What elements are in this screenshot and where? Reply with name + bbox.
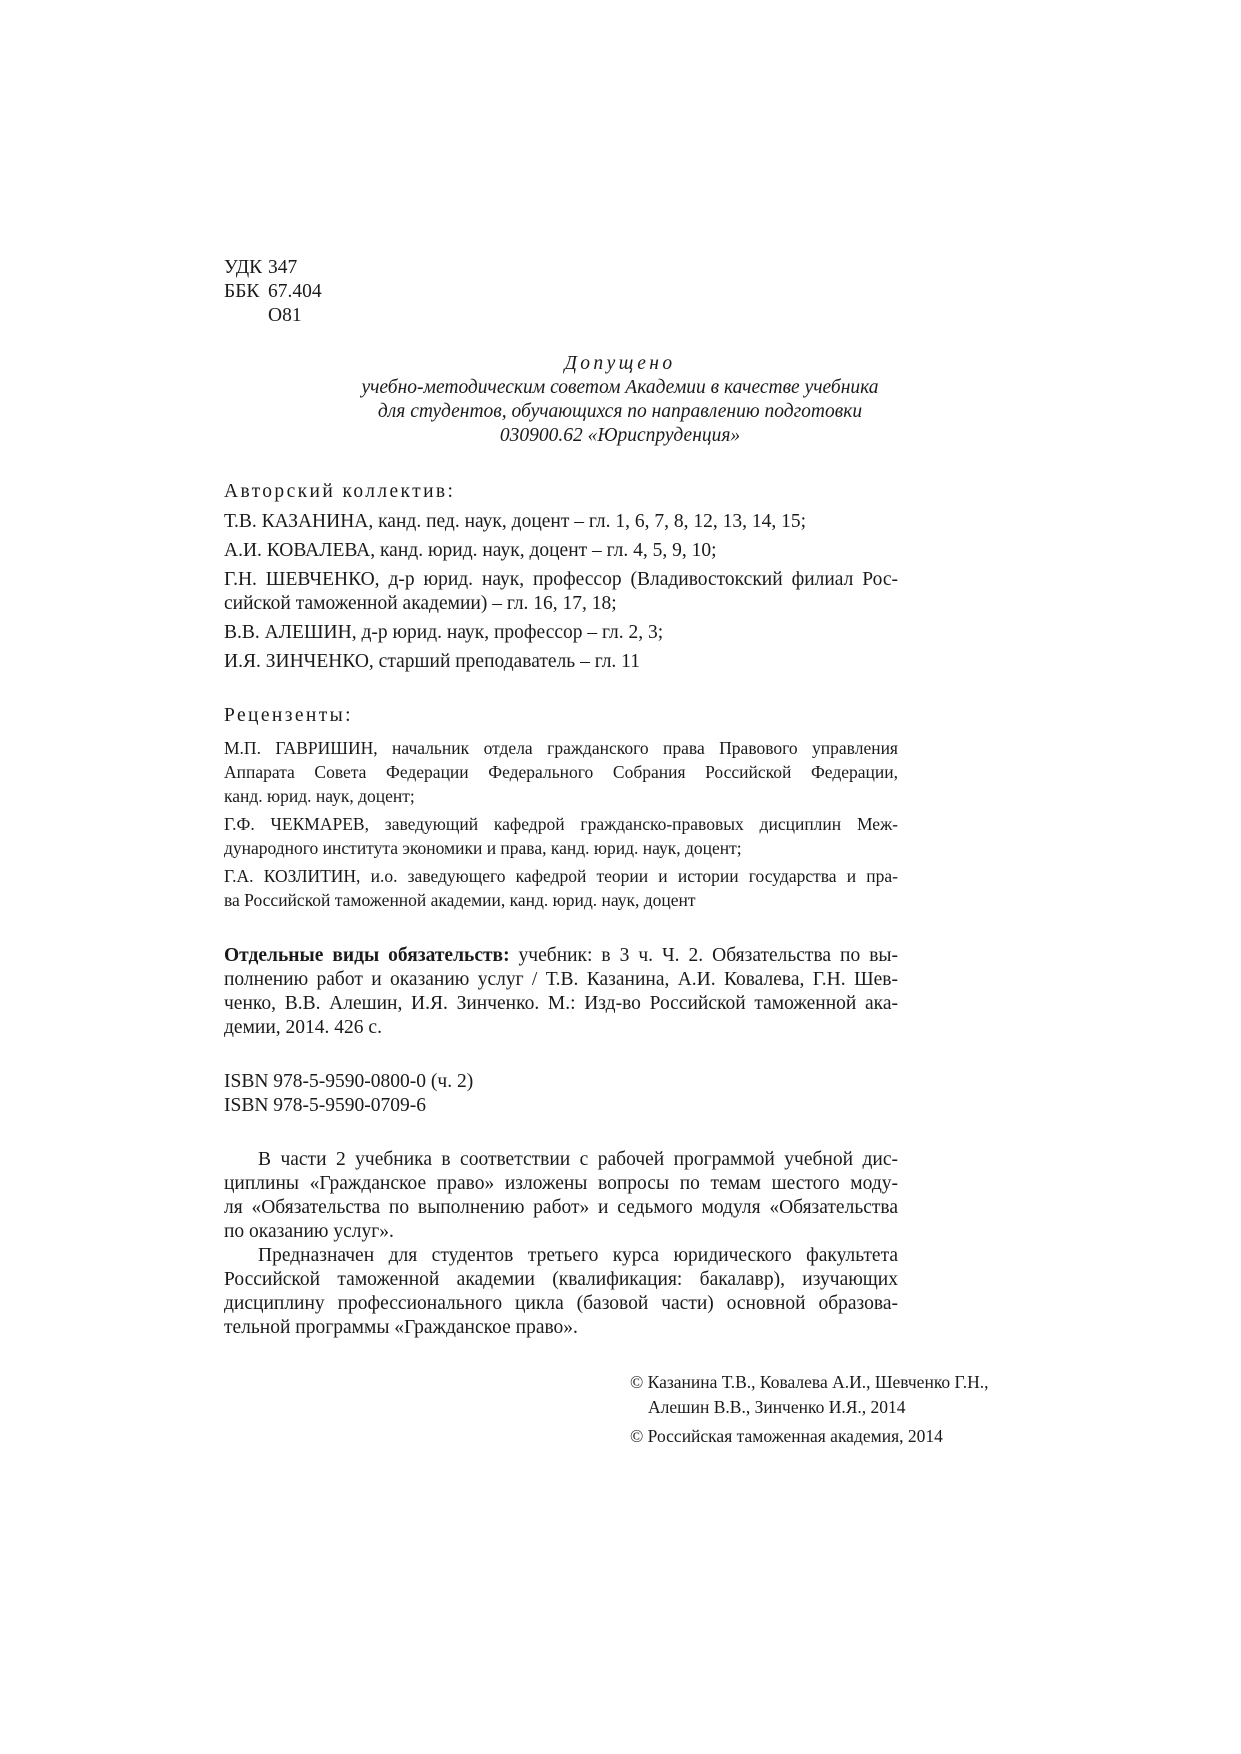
bibliography-line: полнению работ и оказанию услуг / Т.В. Казанина, А.И. Ковалева, Г.Н. Шев- [224, 969, 898, 990]
author-line: сийской таможенной академии) – гл. 16, 17, 18; [224, 593, 617, 614]
reviewers-heading: Рецензенты: [224, 705, 354, 726]
author-line: И.Я. ЗИНЧЕНКО, старший преподаватель – гл. 11 [224, 651, 640, 672]
annotation-line: дисциплину профессионального цикла (базовой части) основной образова- [224, 1293, 898, 1314]
reviewer-line: дународного института экономики и права, канд. юрид. наук, доцент; [224, 838, 742, 858]
bbk-row [224, 280, 322, 304]
author-line: Г.Н. ШЕВЧЕНКО, д-р юрид. наук, профессор (Владивостокский филиал Рос- [224, 569, 898, 590]
bibliography-line: ченко, В.В. Алешин, И.Я. Зинченко. М.: Изд-во Российской таможенной ака- [224, 993, 898, 1014]
approval-line: учебно-методическим советом Академии в качестве учебника [361, 377, 879, 398]
bibliography-line [224, 944, 898, 968]
annotation-line: ля «Обязательства по выполнению работ» и седьмого модуля «Обязательства [224, 1197, 898, 1218]
isbn-line: ISBN 978-5-9590-0800-0 (ч. 2) [224, 1071, 474, 1092]
bbk-label: ББК [224, 281, 260, 302]
isbn-line: ISBN 978-5-9590-0709-6 [224, 1095, 427, 1116]
annotation-line: В части 2 учебника в соответствии с рабочей программой учебной дис- [258, 1149, 898, 1170]
bbk-value: 67.404 [268, 281, 322, 302]
reviewer-line: Аппарата Совета Федерации Федерального Собрания Российской Федерации, [224, 762, 898, 782]
reviewer-line: ва Российской таможенной академии, канд. юрид. наук, доцент [224, 890, 696, 910]
annotation-line: Российской таможенной академии (квалификация: бакалавр), изучающих [224, 1269, 898, 1290]
author-line: Т.В. КАЗАНИНА, канд. пед. наук, доцент – гл. 1, 6, 7, 8, 12, 13, 14, 15; [224, 511, 807, 532]
author-mark: О81 [268, 305, 302, 326]
reviewer-line: Г.А. КОЗЛИТИН, и.о. заведующего кафедрой теории и истории государства и пра- [224, 866, 898, 886]
udk-value: 347 [268, 257, 298, 278]
udk-label: УДК [224, 257, 263, 278]
approval-title: Допущено [564, 353, 676, 374]
authors-heading: Авторский коллектив: [224, 481, 456, 502]
reviewer-line: М.П. ГАВРИШИН, начальник отдела гражданского права Правового управления [224, 738, 898, 758]
annotation-line: циплины «Гражданское право» изложены вопросы по темам шестого моду- [224, 1173, 898, 1194]
author-line: В.В. АЛЕШИН, д-р юрид. наук, профессор – гл. 2, 3; [224, 622, 664, 643]
bibliography-line: демии, 2014. 426 с. [224, 1017, 382, 1038]
reviewer-line: канд. юрид. наук, доцент; [224, 786, 415, 806]
copyright-line: © Казанина Т.В., Ковалева А.И., Шевченко Г.Н., [630, 1372, 989, 1392]
annotation-line: по оказанию услуг». [224, 1221, 394, 1242]
author-line: А.И. КОВАЛЕВА, канд. юрид. наук, доцент – гл. 4, 5, 9, 10; [224, 540, 717, 561]
reviewer-line: Г.Ф. ЧЕКМАРЕВ, заведующий кафедрой гражданско-правовых дисциплин Меж- [224, 814, 898, 834]
approval-line: 030900.62 «Юриспруденция» [499, 425, 741, 446]
annotation-line: Предназначен для студентов третьего курса юридического факультета [258, 1245, 898, 1266]
copyright-line: Алешин В.В., Зинченко И.Я., 2014 [648, 1397, 906, 1417]
bibliography-rest: учебник: в 3 ч. Ч. 2. Обязательства по вы- [509, 945, 898, 966]
udk-row [224, 256, 298, 280]
approval-line: для студентов, обучающихся по направлению подготовки [377, 401, 863, 422]
bibliography-title: Отдельные виды обязательств: [224, 945, 510, 966]
annotation-line: тельной программы «Гражданское право». [224, 1317, 578, 1338]
copyright-line: © Российская таможенная академия, 2014 [630, 1426, 943, 1446]
